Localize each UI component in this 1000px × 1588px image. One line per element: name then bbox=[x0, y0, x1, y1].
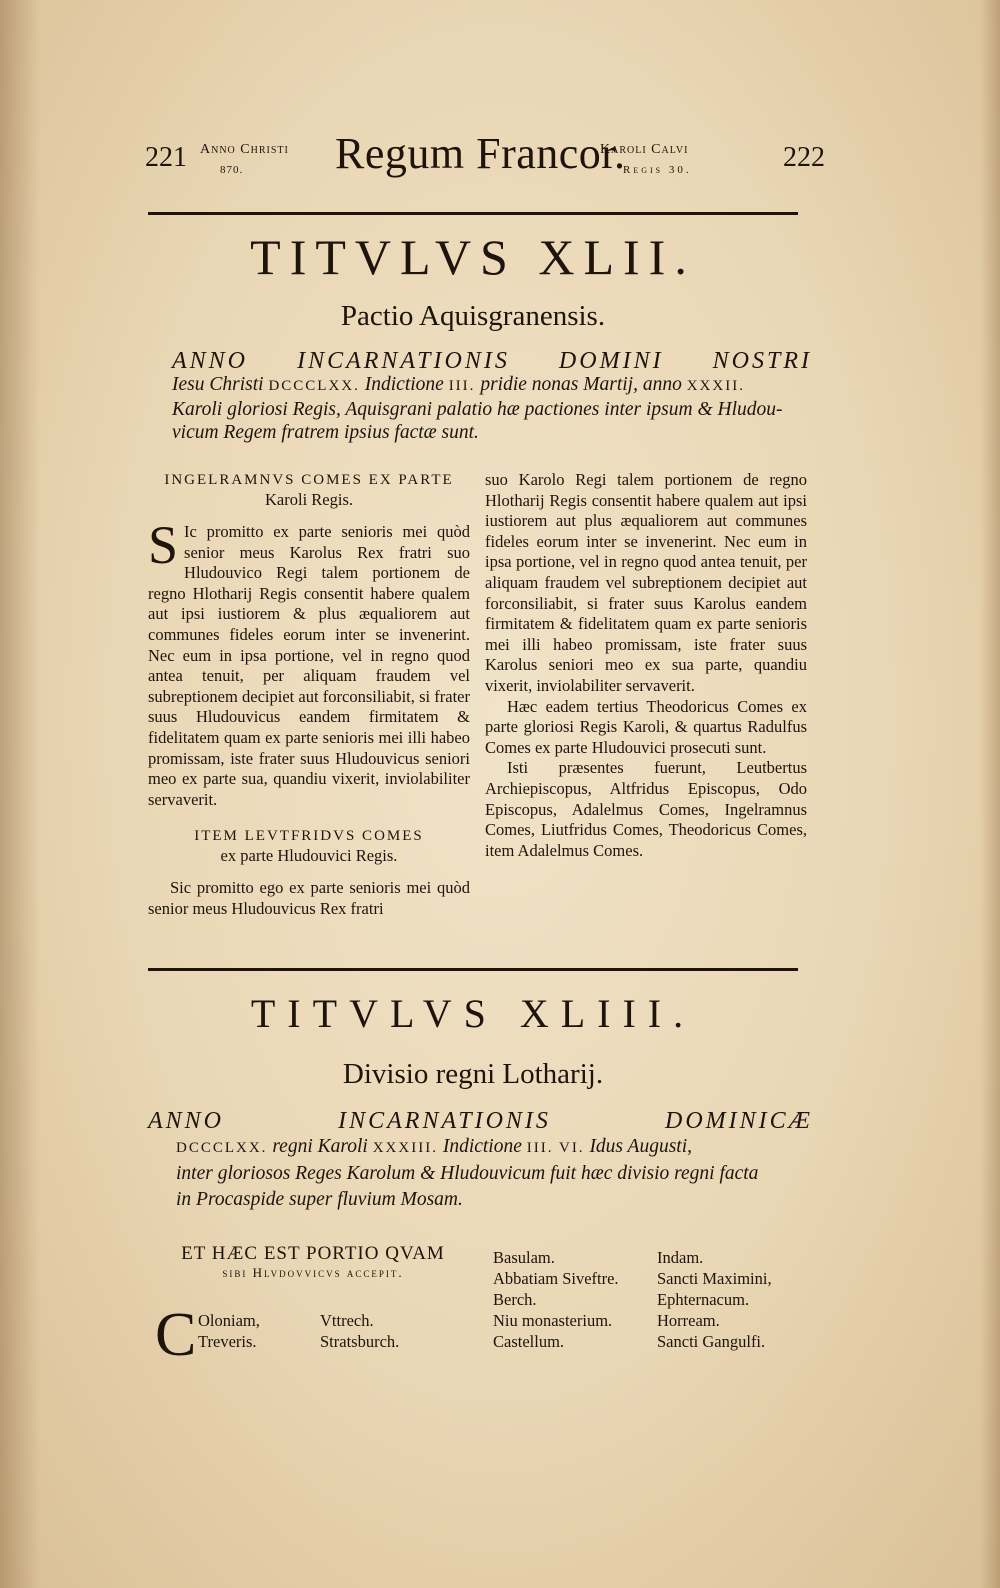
portio-heading-line-2: sibi Hlvdovvicvs accepit. bbox=[222, 1265, 404, 1280]
titulus-43-heading: TITVLVS XLIII. bbox=[250, 991, 696, 1036]
place-item: Ephternacum. bbox=[657, 1290, 750, 1309]
oath-ingelramnus bbox=[148, 515, 470, 810]
place-item: Niu monasterium. bbox=[493, 1311, 613, 1330]
titulus-42-heading: TITVLVS XLII. bbox=[250, 229, 696, 285]
place-item: Castellum. bbox=[493, 1332, 565, 1351]
titulus-43-intro bbox=[148, 1108, 813, 1213]
place-item: Basulam. bbox=[493, 1248, 555, 1267]
heading-ingelramnus-sub: Karoli Regis. bbox=[265, 490, 353, 509]
place-item: Berch. bbox=[493, 1290, 537, 1309]
place-item: Horream. bbox=[657, 1311, 720, 1330]
intro-42-text-a: Iesu Christi bbox=[172, 374, 264, 395]
oath-continued: suo Karolo Regi talem portionem de regno Hlotharij Regis consentit habere qualem aut ipsi iustiorem aut plus æqualiorem aut communes fideles eorum inter se invenerint. Nec eum in ipsa portione, vel in regno quod antea tenuit, per aliquam fraudem vel subreptionem decipiet aut forconsiliabit, si frater suus Karolus eandem firmitatem & fidelitatem quam ex parte senioris mei illi habeo promissam, iste frater suus Karolus seniori meo ex sua parte, quandiu vixerit, inviolabiliter servaverit. bbox=[485, 470, 807, 695]
page-shadow-right bbox=[980, 0, 1000, 1588]
intro-42-regnal-year: XXXII. bbox=[686, 378, 745, 394]
page-shadow-left bbox=[0, 0, 40, 1588]
intro-42-indiction: III. bbox=[448, 378, 476, 394]
intro-43-year: DCCCLXX. bbox=[176, 1140, 268, 1156]
left-column-heading bbox=[148, 470, 470, 510]
right-head-year: Regis 30. bbox=[623, 164, 692, 176]
left-head-year: 870. bbox=[220, 164, 244, 176]
running-head bbox=[145, 128, 825, 188]
header-rule bbox=[148, 212, 798, 215]
intro-43-line-4: in Procaspide super fluvium Mosam. bbox=[176, 1189, 463, 1210]
intro-43-text-f: Idus Augusti, bbox=[589, 1136, 693, 1157]
intro-43-numerals: III. VI. bbox=[526, 1140, 585, 1156]
intro-43-line-3: inter gloriosos Reges Karolum & Hludouvicum fuit hæc divisio regni facta bbox=[176, 1163, 759, 1184]
portio-heading-line-1: ET HÆC EST PORTIO QVAM bbox=[181, 1243, 445, 1264]
heading-ingelramnus: INGELRAMNVS COMES EX PARTE bbox=[164, 472, 454, 488]
right-column bbox=[485, 470, 807, 861]
intro-42-year: DCCCLXX. bbox=[268, 378, 360, 394]
intro-43-line-1: ANNO INCARNATIONIS DOMINICÆ bbox=[148, 1108, 813, 1134]
left-column bbox=[148, 470, 470, 920]
titulus-42-subtitle: Pactio Aquisgranensis. bbox=[340, 300, 606, 332]
place-item: Vttrech. bbox=[320, 1311, 374, 1330]
left-column-heading-2 bbox=[148, 826, 470, 866]
oath-ingelramnus-text: Ic promitto ex parte senioris mei quòd senior meus Karolus Rex fratri suo Hludouvico Regi talem portionem de regno Hlotharij Regis consentit habere qualem aut ipsi iustiorem & plus æqualiorem aut communes fideles eorum inter se invenerint. Nec eum in ipsa portione, vel in regno quod antea tenuit, per aliquam fraudem vel subreptionem decipiet aut forconsiliabit, si frater suus Hludouvicus eandem firmitatem & fidelitatem quam ex parte senioris mei illi habeo promissam, iste frater suus Hludouvicus seniori meo ex parte sua, quandiu vixerit, inviolabiliter servaverit. bbox=[148, 522, 470, 809]
portio-heading bbox=[148, 1243, 478, 1281]
intro-42-text-c: Indictione bbox=[364, 374, 444, 395]
titulus-42-intro bbox=[172, 350, 812, 444]
place-item: Treveris. bbox=[198, 1332, 257, 1351]
heading-leutfridus-sub: ex parte Hludouvici Regis. bbox=[220, 846, 398, 866]
witnesses: Isti præsentes fuerunt, Leutbertus Archiepiscopus, Altfridus Episcopus, Odo Episcopus, Adalelmus Comes, Ingelramnus Comes, Liutfridus Comes, Theodoricus Comes, item Adalelmus Comes. bbox=[485, 758, 807, 860]
places-column-2 bbox=[320, 1310, 399, 1352]
right-page-number: 222 bbox=[783, 142, 825, 173]
right-head-label: Karoli Calvi bbox=[600, 142, 689, 157]
oath-leutfridus: Sic promitto ego ex parte senioris mei quòd senior meus Hludouvicus Rex fratri bbox=[148, 878, 470, 918]
heading-leutfridus: ITEM LEVTFRIDVS COMES bbox=[194, 828, 424, 845]
place-item: Sancti Gangulfi. bbox=[657, 1332, 766, 1351]
intro-43-text-d: Indictione bbox=[442, 1136, 522, 1157]
left-page-number: 221 bbox=[145, 142, 187, 173]
titulus-43-subtitle: Divisio regni Lotharij. bbox=[342, 1058, 604, 1090]
intro-43-text-b: regni Karoli bbox=[272, 1136, 368, 1157]
places-column-1 bbox=[198, 1310, 260, 1352]
intro-42-line-1: ANNO INCARNATIONIS DOMINI NOSTRI bbox=[172, 348, 812, 374]
places-column-4 bbox=[657, 1247, 772, 1352]
oath-others: Hæc eadem tertius Theodoricus Comes ex parte gloriosi Regis Karoli, & quartus Radulfus Comes ex parte Hludouvici prosecuti sunt. bbox=[485, 696, 807, 757]
intro-42-line-3: Karoli gloriosi Regis, Aquisgrani palatio hæ pactiones inter ipsum & Hludou- bbox=[172, 399, 783, 420]
section-rule bbox=[148, 968, 798, 971]
intro-42-text-e: pridie nonas Martij, anno bbox=[480, 374, 682, 395]
drop-cap-c: C bbox=[155, 1301, 197, 1369]
place-item: Stratsburch. bbox=[320, 1332, 400, 1351]
places-column-3 bbox=[493, 1247, 619, 1352]
drop-cap-s: S bbox=[148, 515, 179, 575]
place-item: Sancti Maximini, bbox=[657, 1269, 772, 1288]
left-head-label: Anno Christi bbox=[200, 142, 289, 157]
intro-43-regnal-year: XXXIII. bbox=[372, 1140, 438, 1156]
intro-42-line-4: vicum Regem fratrem ipsius factæ sunt. bbox=[172, 422, 479, 443]
running-head-title: Regum Francor. bbox=[335, 129, 626, 178]
intro-43-line-2 bbox=[148, 1134, 813, 1161]
place-item: Indam. bbox=[657, 1248, 704, 1267]
place-item: Abbatiam Siveftre. bbox=[493, 1269, 619, 1288]
intro-42-line-2 bbox=[172, 373, 812, 398]
place-item: Oloniam, bbox=[198, 1311, 260, 1330]
